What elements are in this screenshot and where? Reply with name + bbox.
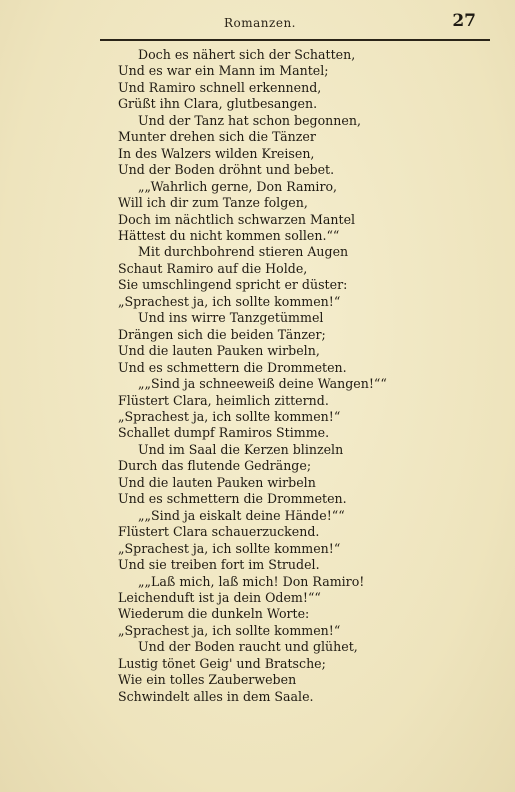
- verse-line: Und der Tanz hat schon begonnen,: [138, 112, 361, 128]
- verse-line: Flüstert Clara, heimlich zitternd.: [118, 392, 329, 408]
- stanza: [118, 508, 468, 574]
- running-head: Romanzen.: [224, 16, 296, 30]
- verse-line: Schallet dumpf Ramiros Stimme.: [118, 425, 330, 441]
- stanza: [118, 47, 468, 113]
- verse-line: „„Sind ja schneeweiß deine Wangen!““: [138, 376, 387, 392]
- verse-line: „Sprachest ja, ich sollte kommen!“: [118, 622, 341, 638]
- verse-line: Grüßt ihn Clara, glutbesangen.: [118, 96, 318, 112]
- verse-line: Und die lauten Pauken wirbeln: [118, 474, 316, 490]
- verse-line: Doch im nächtlich schwarzen Mantel: [118, 211, 356, 227]
- verse-line: Hättest du nicht kommen sollen.““: [118, 227, 340, 243]
- verse-line: Und im Saal die Kerzen blinzeln: [138, 441, 344, 457]
- stanza: [118, 639, 468, 705]
- verse-line: Lustig tönet Geig' und Bratsche;: [118, 655, 326, 671]
- verse-line: Drängen sich die beiden Tänzer;: [118, 326, 326, 342]
- stanza: [118, 574, 468, 640]
- verse-line: Und es schmettern die Drommeten.: [118, 491, 347, 507]
- verse-line: „„Sind ja eiskalt deine Hände!““: [138, 507, 345, 523]
- verse-line: In des Walzers wilden Kreisen,: [118, 145, 315, 161]
- verse-line: Und sie treiben fort im Strudel.: [118, 557, 320, 573]
- verse-line: Durch das flutende Gedränge;: [118, 458, 312, 474]
- stanza: [118, 244, 468, 310]
- header-rule: [100, 39, 490, 41]
- verse-line: Sie umschlingend spricht er düster:: [118, 277, 348, 293]
- verse-line: Und der Boden raucht und glühet,: [138, 639, 358, 655]
- stanza: [118, 442, 468, 508]
- stanza: [118, 376, 468, 442]
- verse-line: „Sprachest ja, ich sollte kommen!“: [118, 293, 341, 309]
- verse-line: Mit durchbohrend stieren Augen: [138, 244, 349, 260]
- verse-line: „„Laß mich, laß mich! Don Ramiro!: [138, 573, 365, 589]
- verse-line: Und es war ein Mann im Mantel;: [118, 63, 329, 79]
- verse-line: Wiederum die dunkeln Worte:: [118, 606, 310, 622]
- verse-line: „Sprachest ja, ich sollte kommen!“: [118, 540, 341, 556]
- verse-line: Will ich dir zum Tanze folgen,: [118, 195, 308, 211]
- poem-text: [118, 47, 468, 705]
- verse-line: Und ins wirre Tanzgetümmel: [138, 310, 324, 326]
- page-number: 27: [452, 11, 476, 31]
- verse-line: Flüstert Clara schauerzuckend.: [118, 524, 320, 540]
- verse-line: Und es schmettern die Drommeten.: [118, 359, 347, 375]
- verse-line: „Sprachest ja, ich sollte kommen!“: [118, 408, 341, 424]
- page-header: [100, 10, 490, 38]
- verse-line: Leichenduft ist ja dein Odem!““: [118, 589, 321, 605]
- stanza: [118, 310, 468, 376]
- verse-line: „„Wahrlich gerne, Don Ramiro,: [138, 178, 338, 194]
- verse-line: Und der Boden dröhnt und bebet.: [118, 162, 335, 178]
- verse-line: Schwindelt alles in dem Saale.: [118, 688, 314, 704]
- verse-line: Doch es nähert sich der Schatten,: [138, 47, 356, 62]
- stanza: [118, 113, 468, 179]
- verse-line: Munter drehen sich die Tänzer: [118, 129, 316, 145]
- verse-line: Und die lauten Pauken wirbeln,: [118, 343, 320, 359]
- verse-line: Wie ein tolles Zauberweben: [118, 672, 297, 688]
- verse-line: Und Ramiro schnell erkennend,: [118, 79, 322, 95]
- verse-line: Schaut Ramiro auf die Holde,: [118, 260, 308, 276]
- stanza: [118, 179, 468, 245]
